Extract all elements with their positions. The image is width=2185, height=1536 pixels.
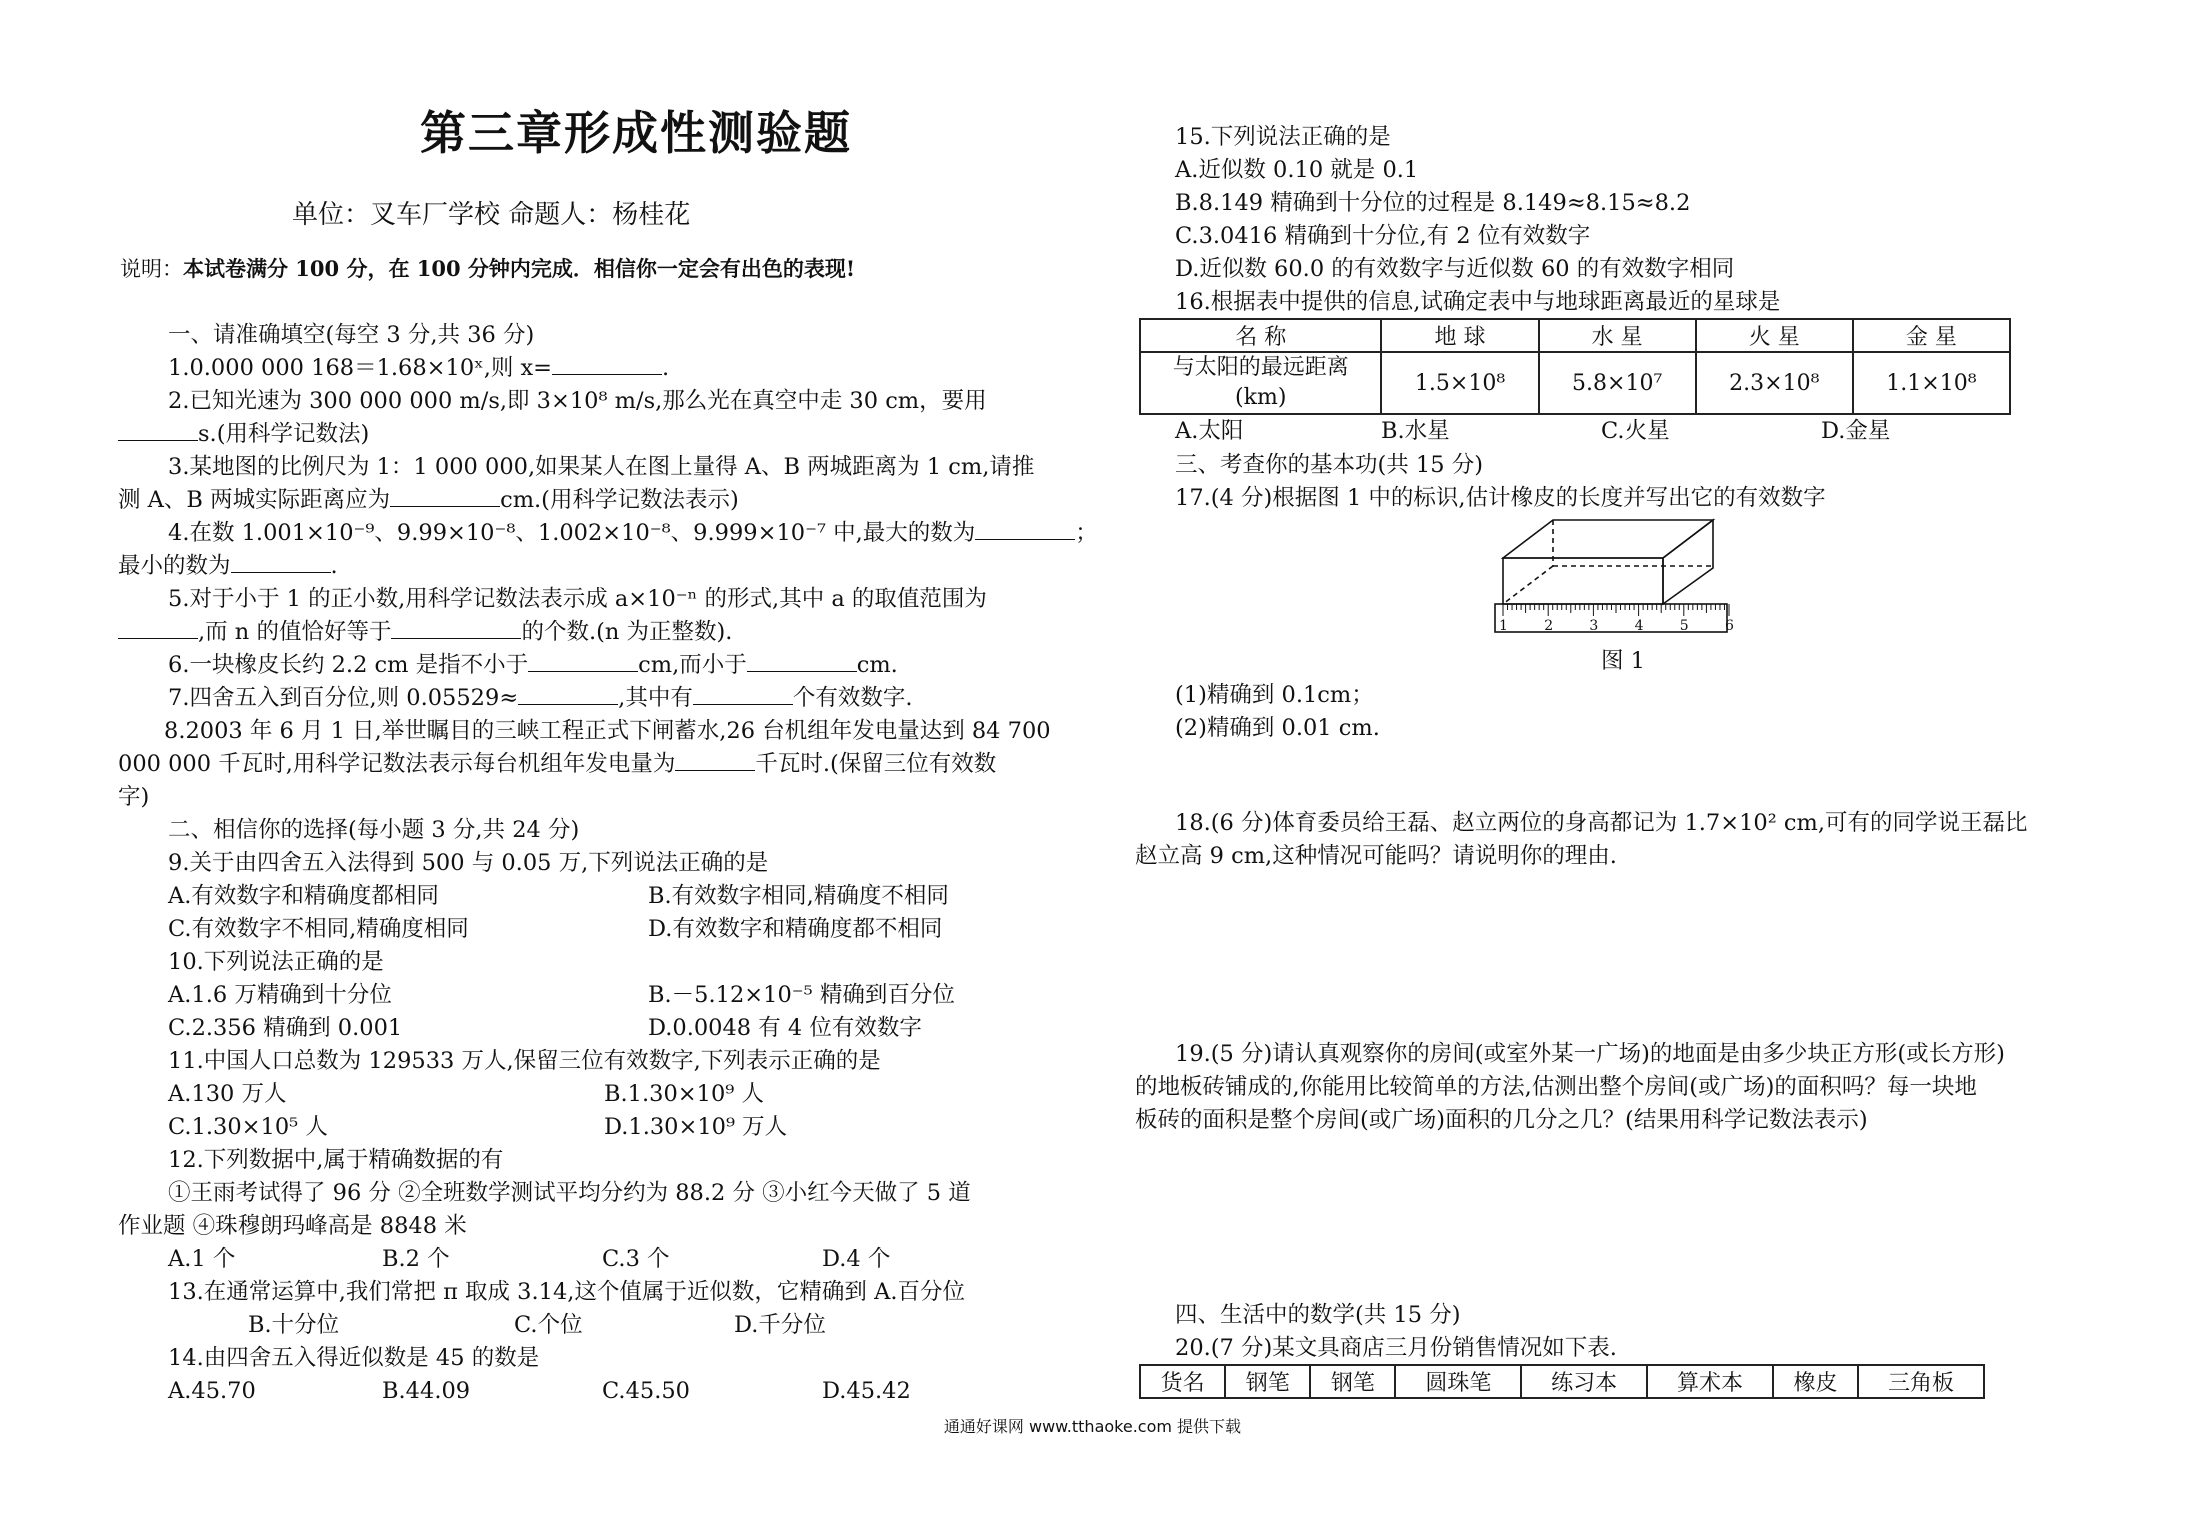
answer-blank[interactable] [528, 651, 638, 672]
question-12-line-2: 作业题 ④珠穆朗玛峰高是 8848 米 [118, 1213, 467, 1239]
question-2-line-1: 2.已知光速为 300 000 000 m/s,即 3×10⁸ m/s,那么光在真空中走 30 cm，要用 [168, 388, 987, 414]
ruler-label: 4 [1634, 618, 1644, 634]
question-17-part-1: (1)精确到 0.1cm； [1175, 682, 1374, 708]
question-19-line-2: 的地板砖铺成的,你能用比较简单的方法,估测出整个房间(或广场)的面积吗？每一块地 [1135, 1074, 1977, 1100]
question-15-option-c[interactable]: C.3.0416 精确到十分位,有 2 位有效数字 [1175, 223, 1591, 249]
answer-blank[interactable] [975, 519, 1075, 540]
table-cell-mars: 2.3×10⁸ [1696, 352, 1853, 414]
question-3-text: 测 A、B 两城实际距离应为 [118, 487, 391, 513]
question-12-line-1: ①王雨考试得了 96 分 ②全班数学测试平均分约为 88.2 分 ③小红今天做了 5 道 [168, 1180, 971, 1206]
answer-blank[interactable] [675, 750, 755, 771]
answer-blank[interactable] [390, 486, 500, 507]
row-label-line-1: 与太阳的最远距离 [1172, 355, 1349, 380]
eraser-ruler-figure [1493, 512, 1743, 640]
question-5-suffix: 的个数.(n 为正整数). [521, 619, 733, 645]
table-header-name: 名 称 [1140, 319, 1381, 352]
footer-credit: 通通好课网 www.tthaoke.com 提供下载 [943, 1417, 1242, 1436]
question-10-option-a[interactable]: A.1.6 万精确到十分位 [168, 982, 392, 1008]
question-14-option-c[interactable]: C.45.50 [602, 1378, 690, 1404]
answer-blank[interactable] [693, 684, 793, 705]
question-6-mid: cm,而小于 [638, 652, 747, 678]
question-15-option-b[interactable]: B.8.149 精确到十分位的过程是 8.149≈8.15≈8.2 [1175, 190, 1691, 216]
question-16-option-c[interactable]: C.火星 [1601, 418, 1670, 444]
question-11: 11.中国人口总数为 129533 万人,保留三位有效数字,下列表示正确的是 [168, 1048, 881, 1074]
question-15: 15.下列说法正确的是 [1175, 124, 1391, 150]
question-3-line-1: 3.某地图的比例尺为 1：1 000 000,如果某人在图上量得 A、B 两城距离为 1 cm,请推 [168, 454, 1035, 480]
question-7-text: 7.四舍五入到百分位,则 0.05529≈ [168, 685, 519, 711]
note-label: 说明： [120, 257, 183, 281]
question-4-text: 4.在数 1.001×10⁻⁹、9.99×10⁻⁸、1.002×10⁻⁸、9.999×10⁻⁷ 中,最大的数为 [168, 520, 976, 546]
table-cell-venus: 1.1×10⁸ [1853, 352, 2010, 414]
question-8-line-2 [118, 749, 996, 779]
question-8-line-3: 字) [118, 784, 150, 810]
question-13-option-d[interactable]: D.千分位 [734, 1312, 826, 1338]
question-7 [168, 683, 912, 713]
question-11-option-b[interactable]: B.1.30×10⁹ 人 [604, 1081, 764, 1107]
question-4-line-1: 4.在数 1.001×10⁻⁹、9.99×10⁻⁸、1.002×10⁻⁸、9.999×10⁻⁷ 中,最大的数为 ； [168, 520, 1098, 546]
question-3-suffix: cm.(用科学记数法表示) [500, 487, 739, 513]
sales-header-item: 货名 [1140, 1365, 1225, 1398]
sales-header-triangle: 三角板 [1858, 1365, 1984, 1398]
question-19-line-3: 板砖的面积是整个房间(或广场)面积的几分之几？(结果用科学记数法表示) [1135, 1107, 1868, 1133]
question-4-min-label: 最小的数为 [118, 553, 231, 579]
question-12-option-d[interactable]: D.4 个 [822, 1246, 891, 1272]
question-5-line-2 [118, 617, 732, 647]
question-9-option-a[interactable]: A.有效数字和精确度都相同 [168, 883, 439, 909]
question-9-option-d[interactable]: D.有效数字和精确度都不相同 [648, 916, 943, 942]
table-header-mars: 火 星 [1696, 319, 1853, 352]
answer-blank[interactable] [118, 618, 198, 639]
ruler-label: 5 [1679, 618, 1689, 634]
section-2-heading: 二、相信你的选择(每小题 3 分,共 24 分) [168, 817, 580, 843]
question-13: 13.在通常运算中,我们常把 π 取成 3.14,这个值属于近似数，它精确到 A.百分位 [168, 1279, 965, 1305]
question-12: 12.下列数据中,属于精确数据的有 [168, 1147, 504, 1173]
question-2-suffix: s.(用科学记数法) [198, 421, 370, 447]
question-18-line-1: 18.(6 分)体育委员给王磊、赵立两位的身高都记为 1.7×10² cm,可有的同学说王磊比 [1175, 810, 2028, 836]
question-8-suffix: 千瓦时.(保留三位有效数 [755, 751, 997, 777]
question-6 [168, 650, 898, 680]
sales-header-ballpoint: 圆珠笔 [1395, 1365, 1521, 1398]
question-12-option-b[interactable]: B.2 个 [382, 1246, 450, 1272]
table-cell-mercury: 5.8×10⁷ [1539, 352, 1696, 414]
answer-blank[interactable] [231, 552, 331, 573]
question-6-text: 6.一块橡皮长约 2.2 cm 是指不小于 [168, 652, 529, 678]
question-17-part-2: (2)精确到 0.01 cm. [1175, 715, 1380, 741]
question-10: 10.下列说法正确的是 [168, 949, 384, 975]
question-17: 17.(4 分)根据图 1 中的标识,估计橡皮的长度并写出它的有效数字 [1175, 485, 1826, 511]
row-label-line-2: (km) [1235, 385, 1287, 410]
question-9-option-c[interactable]: C.有效数字不相同,精确度相同 [168, 916, 469, 942]
question-20: 20.(7 分)某文具商店三月份销售情况如下表. [1175, 1335, 1617, 1361]
ruler-label: 1 [1499, 618, 1508, 634]
question-3-line-2 [118, 485, 739, 515]
question-14-option-d[interactable]: D.45.42 [822, 1378, 911, 1404]
ruler-label: 2 [1544, 618, 1554, 634]
question-14-option-a[interactable]: A.45.70 [168, 1378, 256, 1404]
question-16: 16.根据表中提供的信息,试确定表中与地球距离最近的星球是 [1175, 289, 1781, 315]
planet-distance-table [1139, 318, 2011, 415]
question-16-option-d[interactable]: D.金星 [1821, 418, 1891, 444]
question-10-option-c[interactable]: C.2.356 精确到 0.001 [168, 1015, 403, 1041]
question-13-option-b[interactable]: B.十分位 [248, 1312, 340, 1338]
question-16-option-a[interactable]: A.太阳 [1175, 418, 1244, 444]
question-15-option-d[interactable]: D.近似数 60.0 的有效数字与近似数 60 的有效数字相同 [1175, 256, 1735, 282]
sales-table [1139, 1364, 1985, 1399]
question-8-line-1: 8.2003 年 6 月 1 日,举世瞩目的三峡工程正式下闸蓄水,26 台机组年发电量达到 84 700 [164, 718, 1051, 744]
eraser-top-face [1503, 520, 1713, 558]
answer-blank[interactable] [518, 684, 618, 705]
ruler-label: 6 [1725, 618, 1734, 634]
answer-blank[interactable] [391, 618, 521, 639]
question-13-option-c[interactable]: C.个位 [514, 1312, 583, 1338]
question-18-line-2: 赵立高 9 cm,这种情况可能吗？请说明你的理由. [1135, 843, 1617, 869]
table-header-earth: 地 球 [1381, 319, 1538, 352]
question-19-line-1: 19.(5 分)请认真观察你的房间(或室外某一广场)的地面是由多少块正方形(或长方形) [1175, 1041, 2005, 1067]
answer-blank[interactable] [747, 651, 857, 672]
sales-header-arithmetic-book: 算术本 [1647, 1365, 1773, 1398]
question-10-option-b[interactable]: B.－5.12×10⁻⁵ 精确到百分位 [648, 982, 955, 1008]
sales-header-pen-1: 钢笔 [1225, 1365, 1310, 1398]
question-4-line-2: 最小的数为 . [118, 553, 338, 579]
question-1: 1.0.000 000 168＝1.68×10ˣ,则 x= . [168, 355, 670, 381]
question-11-option-a[interactable]: A.130 万人 [168, 1081, 287, 1107]
section-4-heading: 四、生活中的数学(共 15 分) [1175, 1302, 1461, 1328]
eraser-front-face [1503, 558, 1663, 604]
question-11-option-c[interactable]: C.1.30×10⁵ 人 [168, 1114, 328, 1140]
table-header-venus: 金 星 [1853, 319, 2010, 352]
eraser-side-face [1663, 520, 1713, 604]
sales-header-exercise-book: 练习本 [1521, 1365, 1647, 1398]
question-8-text: 000 000 千瓦时,用科学记数法表示每台机组年发电量为 [118, 751, 676, 777]
question-6-suffix: cm. [856, 652, 898, 678]
sales-header-eraser: 橡皮 [1773, 1365, 1858, 1398]
exam-note [120, 254, 855, 284]
question-7-suffix: 个有效数字. [792, 685, 913, 711]
figure-caption: 图 1 [1601, 648, 1645, 674]
page-title: 第三章形成性测验题 [420, 106, 852, 160]
sales-header-pen-2: 钢笔 [1310, 1365, 1395, 1398]
section-3-heading: 三、考查你的基本功(共 15 分) [1175, 452, 1483, 478]
question-9: 9.关于由四舍五入法得到 500 与 0.05 万,下列说法正确的是 [168, 850, 769, 876]
ruler-label: 3 [1589, 618, 1599, 634]
question-2-line-2 [118, 419, 369, 449]
author-line: 单位：叉车厂学校 命题人：杨桂花 [292, 200, 691, 230]
question-12-option-c[interactable]: C.3 个 [602, 1246, 670, 1272]
question-15-option-a[interactable]: A.近似数 0.10 就是 0.1 [1175, 157, 1419, 183]
question-10-option-d[interactable]: D.0.0048 有 4 位有效数字 [648, 1015, 922, 1041]
question-5-line-1: 5.对于小于 1 的正小数,用科学记数法表示成 a×10⁻ⁿ 的形式,其中 a 的取值范围为 [168, 586, 987, 612]
note-text: 本试卷满分 100 分，在 100 分钟内完成．相信你一定会有出色的表现! [183, 256, 856, 281]
question-9-option-b[interactable]: B.有效数字相同,精确度不相同 [648, 883, 949, 909]
answer-blank[interactable] [118, 420, 198, 441]
question-16-option-b[interactable]: B.水星 [1381, 418, 1450, 444]
table-row-label [1140, 352, 1381, 414]
answer-blank[interactable] [552, 354, 662, 375]
question-11-option-d[interactable]: D.1.30×10⁹ 万人 [604, 1114, 788, 1140]
table-header-mercury: 水 星 [1539, 319, 1696, 352]
question-7-mid: ,其中有 [618, 685, 693, 711]
question-12-option-a[interactable]: A.1 个 [168, 1246, 236, 1272]
question-14: 14.由四舍五入得近似数是 45 的数是 [168, 1345, 540, 1371]
question-1-text: 1.0.000 000 168＝1.68×10ˣ,则 x= [168, 355, 553, 381]
table-cell-earth: 1.5×10⁸ [1381, 352, 1538, 414]
question-5-mid: ,而 n 的值恰好等于 [198, 619, 392, 645]
question-14-option-b[interactable]: B.44.09 [382, 1378, 471, 1404]
section-1-heading: 一、请准确填空(每空 3 分,共 36 分) [168, 322, 535, 348]
